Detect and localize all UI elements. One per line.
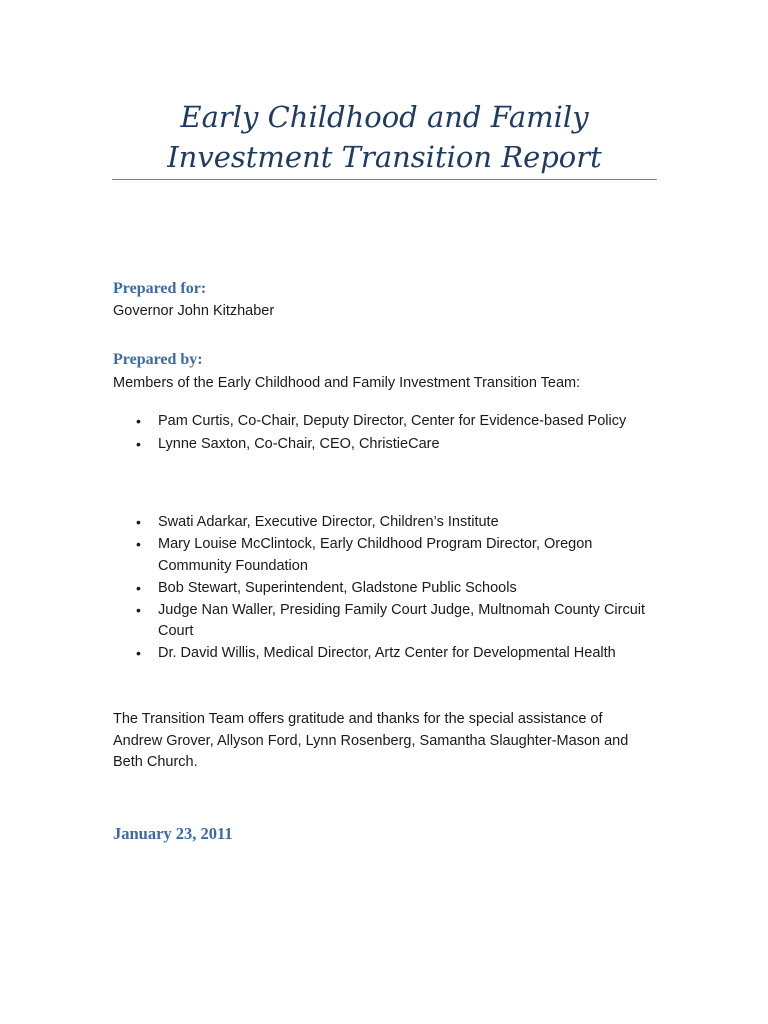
- co-chairs-list: [136, 411, 656, 455]
- bullet-icon: •: [136, 413, 141, 429]
- title-line-2: Investment Transition Report: [167, 140, 602, 174]
- list-item: [136, 578, 656, 600]
- title-divider: [112, 179, 657, 180]
- bullet-icon: •: [136, 645, 141, 661]
- title-line-1: Early Childhood and Family: [180, 100, 589, 134]
- prepared-for-name: Governor John Kitzhaber: [113, 303, 275, 319]
- bullet-icon: •: [136, 435, 141, 452]
- bullet-icon: •: [136, 601, 141, 618]
- list-item-text: Judge Nan Waller, Presiding Family Court Judge, Multnomah County Circuit Court: [158, 601, 646, 639]
- list-item: [136, 534, 656, 577]
- list-item-text: Pam Curtis, Co-Chair, Deputy Director, Center for Evidence-based Policy: [158, 413, 627, 429]
- prepared-for-heading: Prepared for:: [113, 280, 207, 297]
- list-item: [136, 600, 656, 643]
- bullet-icon: •: [136, 514, 141, 530]
- list-item: [136, 512, 656, 534]
- list-item-text: Swati Adarkar, Executive Director, Children’s Institute: [158, 514, 499, 530]
- list-item-text: Bob Stewart, Superintendent, Gladstone Public Schools: [158, 579, 517, 596]
- prepared-by-intro: Members of the Early Childhood and Family Investment Transition Team:: [113, 375, 581, 391]
- list-item: [136, 411, 656, 433]
- list-item: [136, 643, 656, 665]
- report-title: [112, 97, 657, 177]
- bullet-icon: •: [136, 536, 141, 552]
- prepared-by-heading: Prepared by:: [113, 351, 203, 368]
- list-item-text: Dr. David Willis, Medical Director, Artz Center for Developmental Health: [158, 645, 616, 661]
- bullet-icon: •: [136, 579, 141, 596]
- report-date: January 23, 2011: [113, 824, 233, 843]
- list-item-text: Lynne Saxton, Co-Chair, CEO, ChristieCare: [158, 435, 440, 452]
- acknowledgement-paragraph: The Transition Team offers gratitude and thanks for the special assistance of Andrew Grover, Allyson Ford, Lynn Rosenberg, Samantha Slaughter-Mason and Beth Church.: [113, 711, 629, 770]
- list-item: [136, 434, 656, 456]
- members-list: [136, 512, 656, 665]
- list-item-text: Mary Louise McClintock, Early Childhood Program Director, Oregon Community Foundation: [158, 536, 593, 574]
